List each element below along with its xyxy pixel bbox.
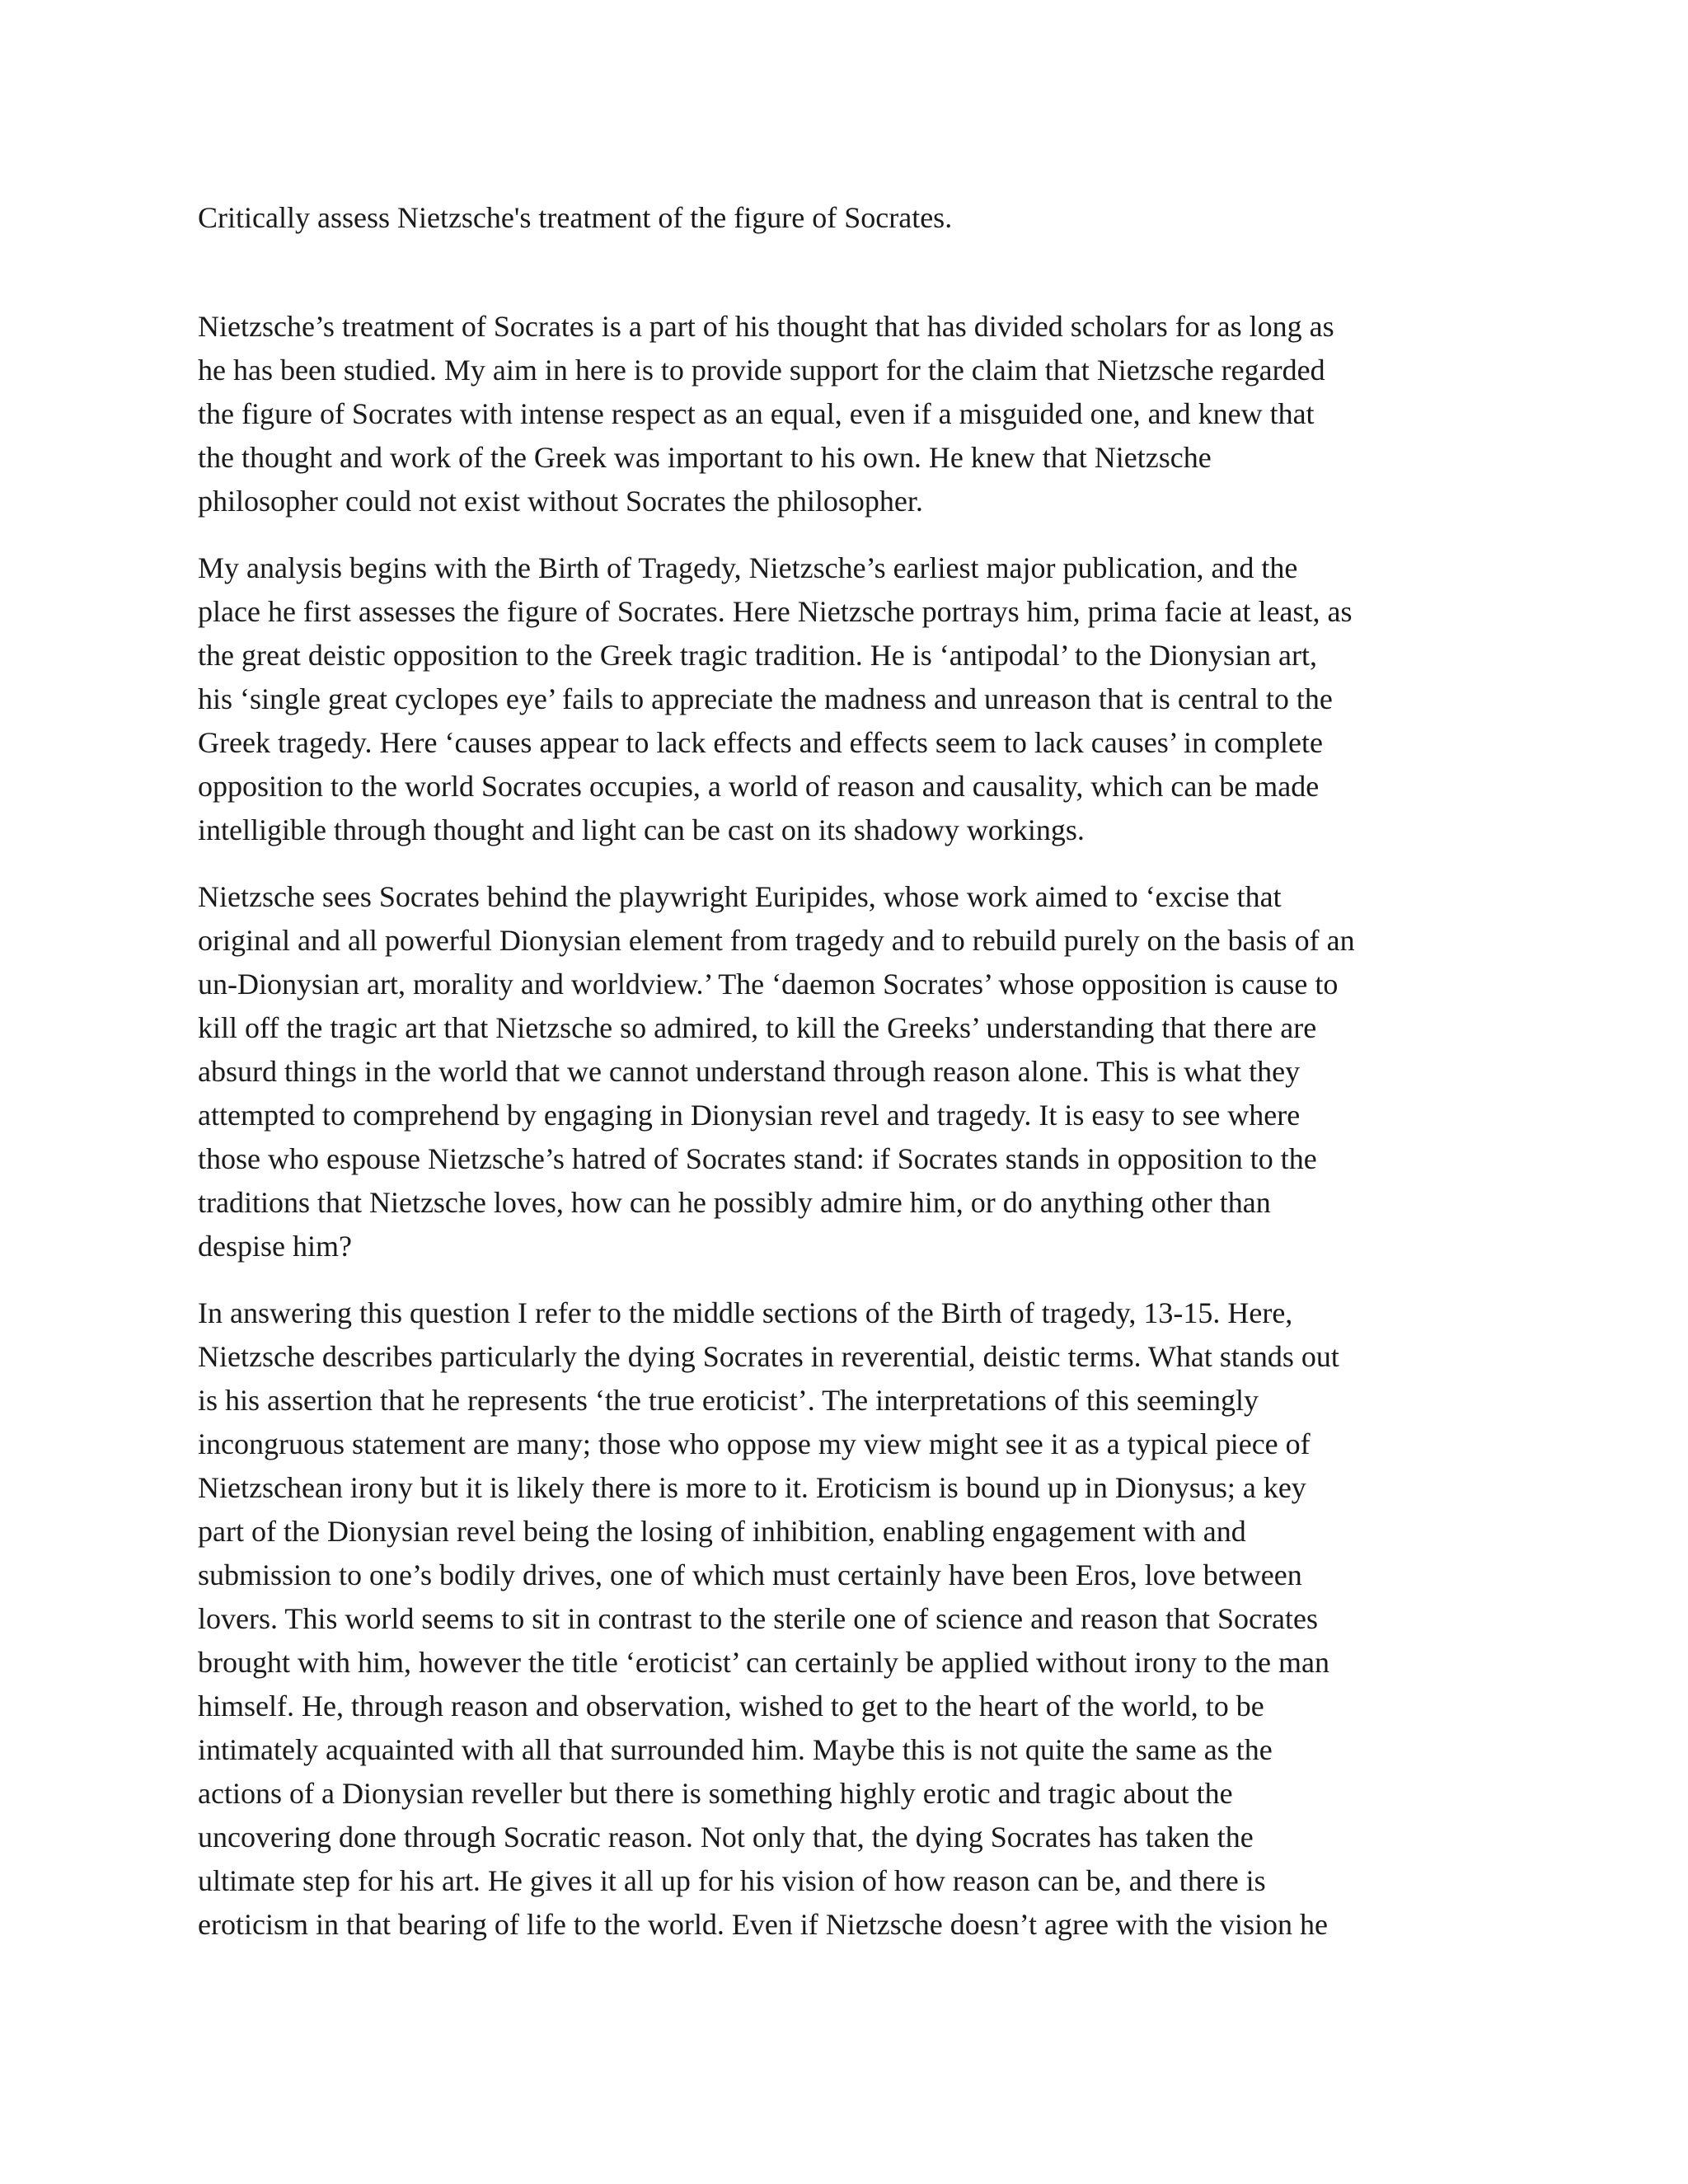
text-line: Nietzsche describes particularly the dying Socrates in reverential, deistic terms. What stands out xyxy=(198,1340,1339,1373)
text-line: uncovering done through Socratic reason. Not only that, the dying Socrates has taken the xyxy=(198,1821,1254,1854)
text-line: attempted to comprehend by engaging in Dionysian revel and tragedy. It is easy to see where xyxy=(198,1099,1301,1132)
text-line: place he first assesses the figure of Socrates. Here Nietzsche portrays him, prima facie at least, as xyxy=(198,595,1353,628)
text-line: Nietzsche sees Socrates behind the playwright Euripides, whose work aimed to ‘excise that xyxy=(198,880,1282,913)
text-line: lovers. This world seems to sit in contrast to the sterile one of science and reason that Socrates xyxy=(198,1602,1318,1635)
text-line: traditions that Nietzsche loves, how can he possibly admire him, or do anything other than xyxy=(198,1186,1271,1219)
text-line: intimately acquainted with all that surrounded him. Maybe this is not quite the same as the xyxy=(198,1733,1273,1766)
text-line: Nietzschean irony but it is likely there is more to it. Eroticism is bound up in Dionysus; a key xyxy=(198,1471,1306,1504)
text-line: Nietzsche’s treatment of Socrates is a part of his thought that has divided scholars for as long as xyxy=(198,310,1334,343)
text-line: My analysis begins with the Birth of Tragedy, Nietzsche’s earliest major publication, and the xyxy=(198,551,1298,584)
text-line: he has been studied. My aim in here is to provide support for the claim that Nietzsche regarded xyxy=(198,354,1325,387)
text-line: brought with him, however the title ‘eroticist’ can certainly be applied without irony to the man xyxy=(198,1646,1329,1679)
essay-body xyxy=(198,305,1517,1970)
paragraph-1 xyxy=(198,305,1517,523)
text-line: submission to one’s bodily drives, one of which must certainly have been Eros, love between xyxy=(198,1558,1302,1591)
text-line: despise him? xyxy=(198,1230,352,1263)
paragraph-4 xyxy=(198,1291,1517,1947)
text-line: eroticism in that bearing of life to the world. Even if Nietzsche doesn’t agree with the vision he xyxy=(198,1908,1328,1941)
text-line: his ‘single great cyclopes eye’ fails to appreciate the madness and unreason that is central to the xyxy=(198,682,1333,715)
text-line: the great deistic opposition to the Greek tragic tradition. He is ‘antipodal’ to the Dionysian art, xyxy=(198,639,1317,672)
text-line: the figure of Socrates with intense respect as an equal, even if a misguided one, and knew that xyxy=(198,397,1315,430)
text-line: opposition to the world Socrates occupies, a world of reason and causality, which can be made xyxy=(198,770,1320,803)
text-line: ultimate step for his art. He gives it all up for his vision of how reason can be, and there is xyxy=(198,1864,1266,1897)
text-line: original and all powerful Dionysian element from tragedy and to rebuild purely on the basis of an xyxy=(198,924,1355,957)
essay-question-title: Critically assess Nietzsche's treatment of the figure of Socrates. xyxy=(198,201,953,234)
text-line: himself. He, through reason and observation, wished to get to the heart of the world, to be xyxy=(198,1690,1264,1722)
text-line: the thought and work of the Greek was important to his own. He knew that Nietzsche xyxy=(198,441,1212,474)
text-line: philosopher could not exist without Socrates the philosopher. xyxy=(198,485,923,518)
text-line: part of the Dionysian revel being the losing of inhibition, enabling engagement with and xyxy=(198,1515,1246,1548)
text-line: un-Dionysian art, morality and worldview.’ The ‘daemon Socrates’ whose opposition is cause to xyxy=(198,968,1339,1001)
paragraph-3 xyxy=(198,875,1517,1268)
text-line: intelligible through thought and light can be cast on its shadowy workings. xyxy=(198,813,1085,846)
paragraph-2 xyxy=(198,546,1517,852)
text-line: actions of a Dionysian reveller but there is something highly erotic and tragic about the xyxy=(198,1777,1233,1810)
text-line: kill off the tragic art that Nietzsche so admired, to kill the Greeks’ understanding that there are xyxy=(198,1011,1317,1044)
text-line: Greek tragedy. Here ‘causes appear to lack effects and effects seem to lack causes’ in complete xyxy=(198,726,1323,759)
text-line: those who espouse Nietzsche’s hatred of Socrates stand: if Socrates stands in opposition to the xyxy=(198,1142,1317,1175)
text-line: is his assertion that he represents ‘the true eroticist’. The interpretations of this seemingly xyxy=(198,1384,1259,1417)
text-line: incongruous statement are many; those who oppose my view might see it as a typical piece of xyxy=(198,1427,1311,1460)
text-line: In answering this question I refer to the middle sections of the Birth of tragedy, 13-15. Here, xyxy=(198,1296,1293,1329)
text-line: absurd things in the world that we cannot understand through reason alone. This is what they xyxy=(198,1055,1301,1088)
